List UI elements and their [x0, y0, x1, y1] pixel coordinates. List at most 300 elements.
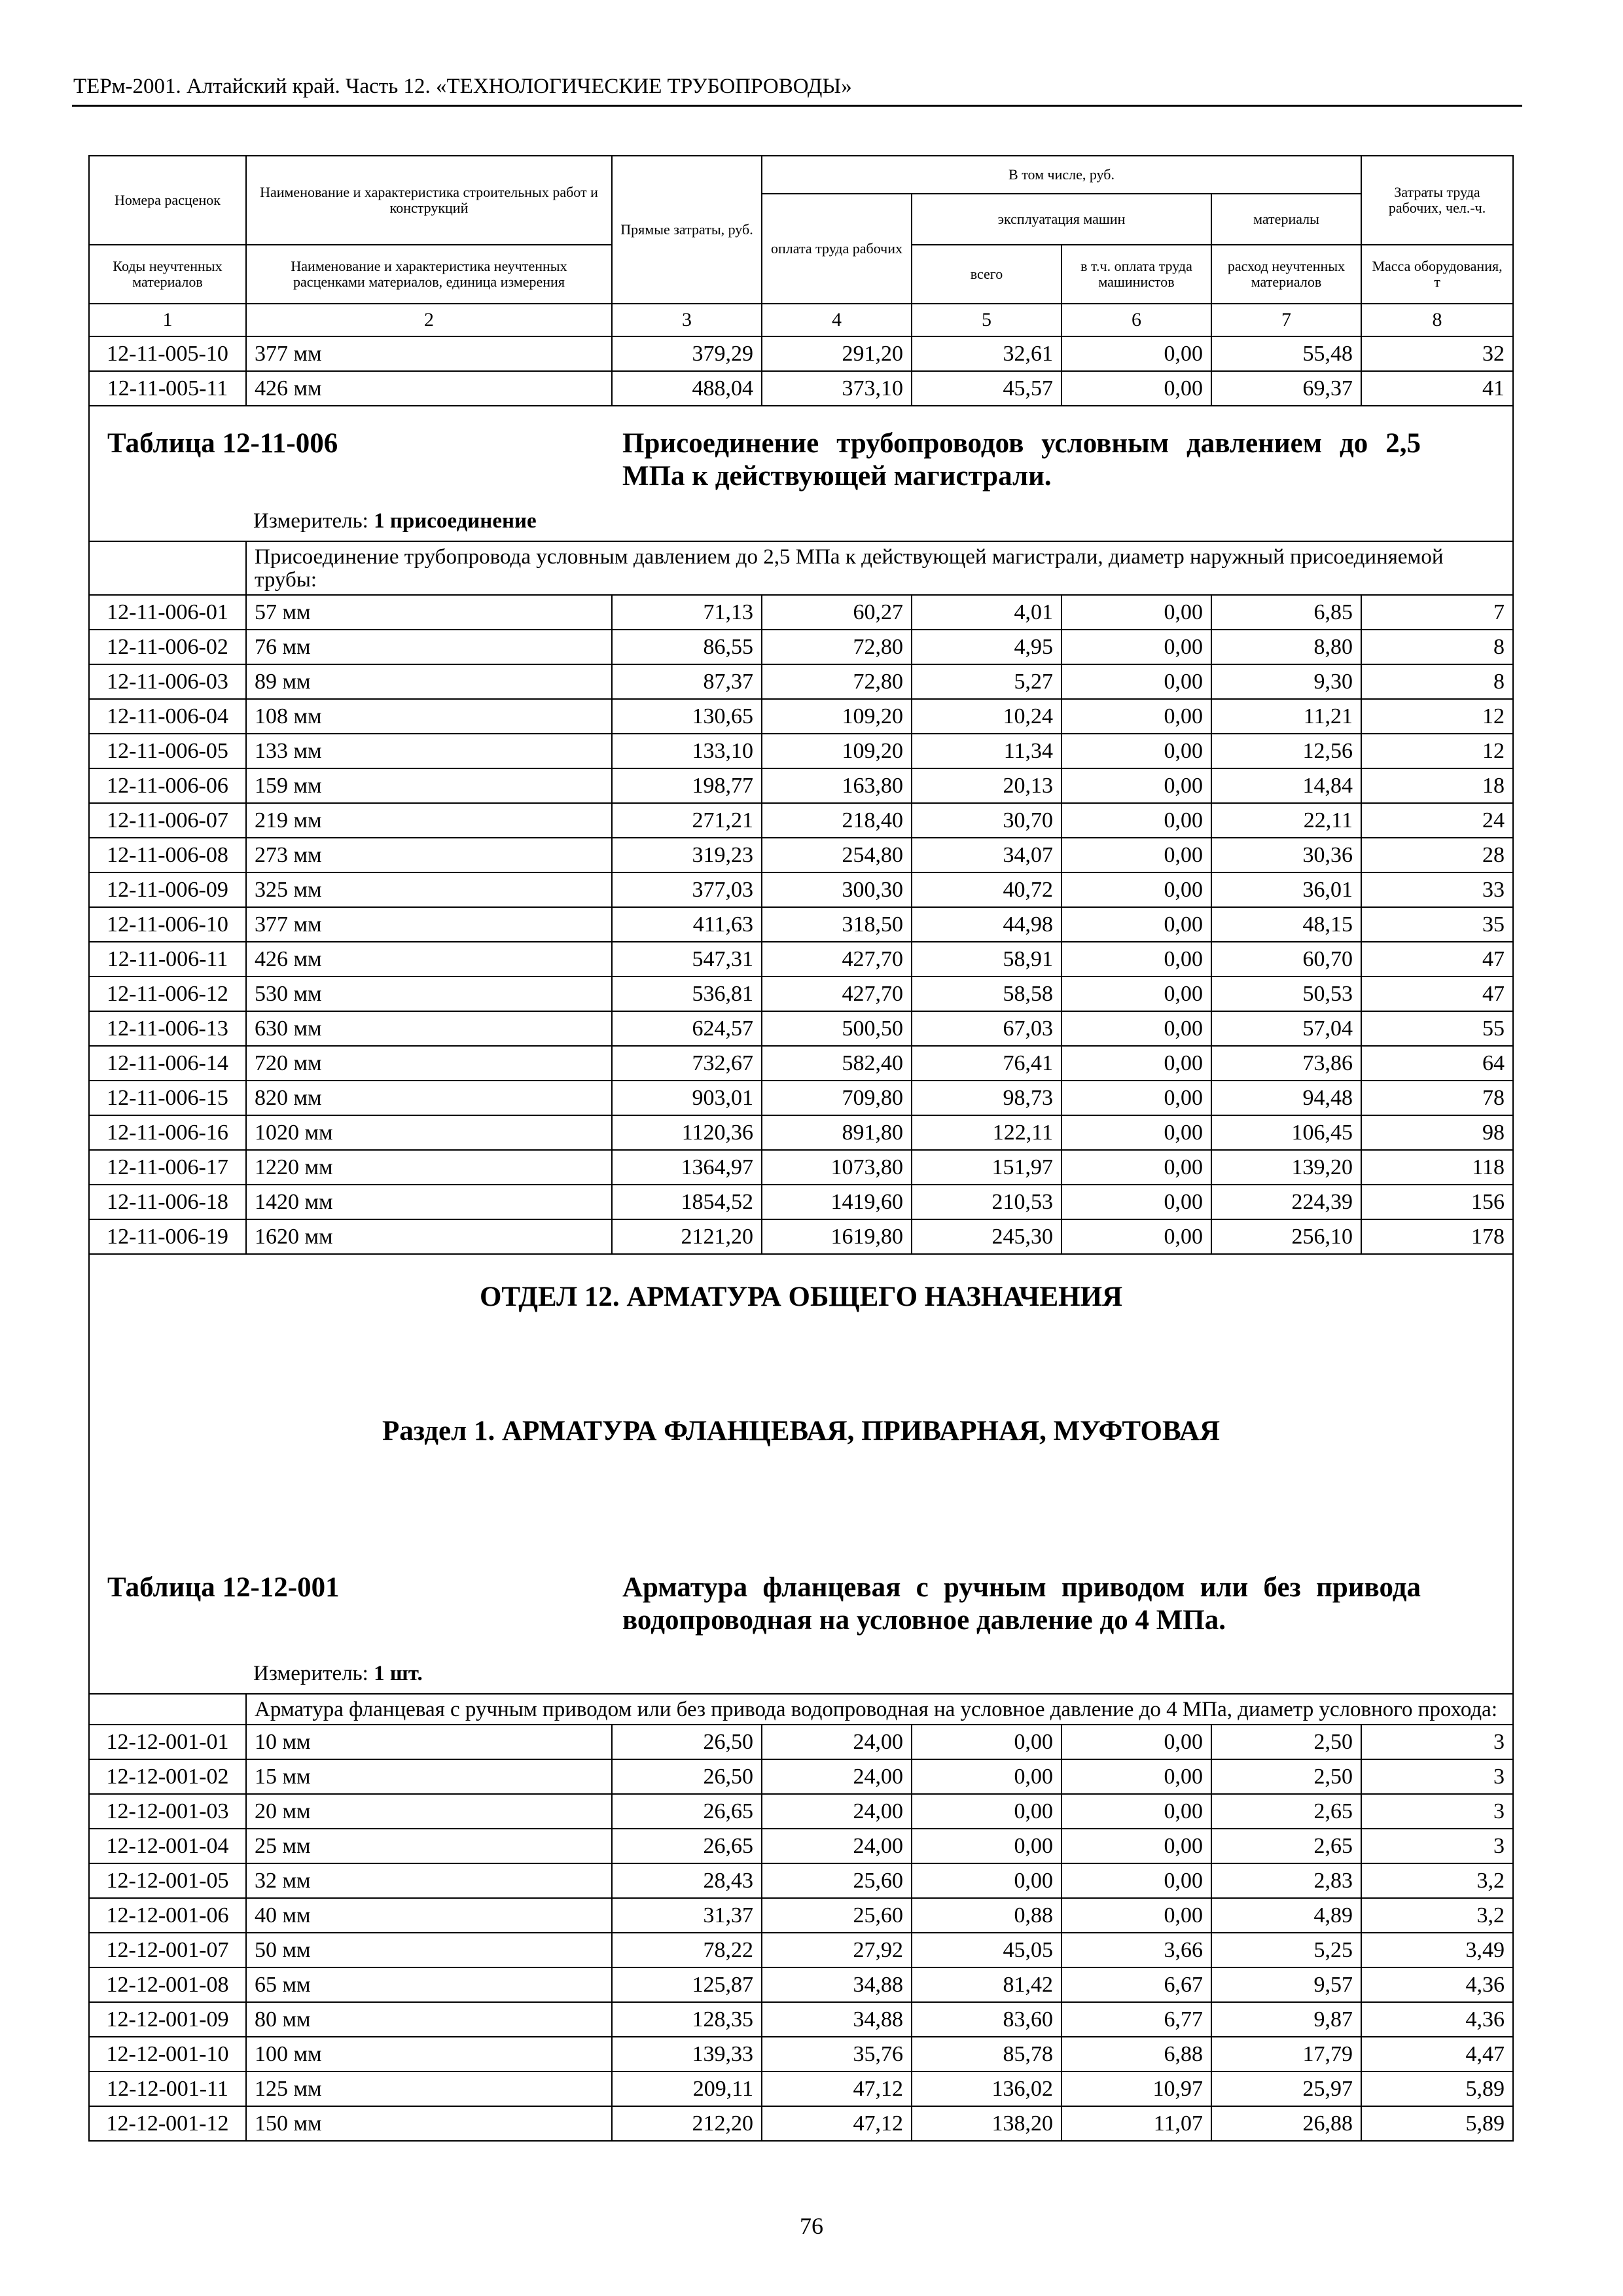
- machines-operators: 0,00: [1061, 630, 1211, 664]
- table-row: [89, 872, 1513, 907]
- direct-cost: 624,57: [612, 1011, 762, 1046]
- machines-total: 151,97: [912, 1150, 1061, 1185]
- rate-code: 12-11-006-02: [89, 630, 246, 664]
- table-001-description: Арматура фланцевая с ручным приводом или без привода водопроводная на условное давление до 4 МПа, диаметр условного прохода:: [246, 1694, 1513, 1725]
- table-row: [89, 734, 1513, 768]
- direct-cost: 78,22: [612, 1933, 762, 1967]
- rate-name: 89 мм: [246, 664, 612, 699]
- materials: 36,01: [1211, 872, 1361, 907]
- machines-total: 83,60: [912, 2002, 1061, 2037]
- labor-pay: 34,88: [762, 1967, 912, 2002]
- materials: 2,50: [1211, 1759, 1361, 1794]
- direct-cost: 26,50: [612, 1759, 762, 1794]
- table-row: [89, 1759, 1513, 1794]
- machines-total: 40,72: [912, 872, 1061, 907]
- machines-total: 10,24: [912, 699, 1061, 734]
- labor-pay: 109,20: [762, 699, 912, 734]
- machines-total: 136,02: [912, 2072, 1061, 2106]
- table-row: [89, 1219, 1513, 1254]
- direct-cost: 212,20: [612, 2106, 762, 2141]
- labor-pay: 60,27: [762, 595, 912, 630]
- labor-cost: 12: [1361, 734, 1513, 768]
- labor-cost: 41: [1361, 371, 1513, 406]
- rate-name: 10 мм: [246, 1725, 612, 1759]
- table-row: [89, 2002, 1513, 2037]
- rate-name: 20 мм: [246, 1794, 612, 1829]
- machines-total: 58,58: [912, 977, 1061, 1011]
- table-006-heading: [89, 406, 1513, 595]
- labor-cost: 3,2: [1361, 1898, 1513, 1933]
- labor-pay: 427,70: [762, 942, 912, 977]
- labor-cost: 4,47: [1361, 2037, 1513, 2072]
- rate-code: 12-11-006-15: [89, 1081, 246, 1115]
- direct-cost: 130,65: [612, 699, 762, 734]
- column-number: 5: [912, 304, 1061, 336]
- rate-name: 80 мм: [246, 2002, 612, 2037]
- materials: 22,11: [1211, 803, 1361, 838]
- direct-cost: 411,63: [612, 907, 762, 942]
- labor-cost: 32: [1361, 336, 1513, 371]
- table-row: [89, 664, 1513, 699]
- machines-operators: 0,00: [1061, 977, 1211, 1011]
- rate-code: 12-11-006-03: [89, 664, 246, 699]
- rate-code: 12-11-006-04: [89, 699, 246, 734]
- machines-operators: 0,00: [1061, 942, 1211, 977]
- machines-total: 45,57: [912, 371, 1061, 406]
- labor-pay: 254,80: [762, 838, 912, 872]
- column-number: 3: [612, 304, 762, 336]
- materials: 5,25: [1211, 1933, 1361, 1967]
- materials: 73,86: [1211, 1046, 1361, 1081]
- direct-cost: 139,33: [612, 2037, 762, 2072]
- machines-operators: 0,00: [1061, 872, 1211, 907]
- measure-label: Измеритель:: [253, 1662, 368, 1685]
- labor-pay: 109,20: [762, 734, 912, 768]
- materials: 69,37: [1211, 371, 1361, 406]
- machines-operators: 0,00: [1061, 336, 1211, 371]
- measure-value: 1 шт.: [374, 1662, 423, 1685]
- labor-cost: 98: [1361, 1115, 1513, 1150]
- rate-name: 50 мм: [246, 1933, 612, 1967]
- razdel-title: Раздел 1. АРМАТУРА ФЛАНЦЕВАЯ, ПРИВАРНАЯ, МУФТОВАЯ: [382, 1416, 1221, 1446]
- materials: 26,88: [1211, 2106, 1361, 2141]
- rate-code: 12-11-006-16: [89, 1115, 246, 1150]
- machines-operators: 0,00: [1061, 371, 1211, 406]
- table-row: [89, 942, 1513, 977]
- labor-pay-header: оплата труда рабочих: [762, 194, 912, 304]
- rate-code: 12-11-006-07: [89, 803, 246, 838]
- machines-total: 11,34: [912, 734, 1061, 768]
- direct-cost: 1854,52: [612, 1185, 762, 1219]
- machines-operators: 0,00: [1061, 768, 1211, 803]
- table-row: [89, 907, 1513, 942]
- machines-operators: 6,77: [1061, 2002, 1211, 2037]
- section-block: [89, 1254, 1513, 1694]
- machines-total: 122,11: [912, 1115, 1061, 1150]
- table-006-rows: [89, 595, 1513, 1254]
- machines-operators: 0,00: [1061, 1011, 1211, 1046]
- rate-name: 159 мм: [246, 768, 612, 803]
- labor-cost: 47: [1361, 977, 1513, 1011]
- machines-operators: 10,97: [1061, 2072, 1211, 2106]
- direct-cost: 2121,20: [612, 1219, 762, 1254]
- equipment-mass-header: Масса оборудования, т: [1361, 245, 1513, 304]
- materials: 9,30: [1211, 664, 1361, 699]
- labor-pay: 34,88: [762, 2002, 912, 2037]
- direct-cost: 26,50: [612, 1725, 762, 1759]
- direct-cost: 547,31: [612, 942, 762, 977]
- machines-operators: 0,00: [1061, 1219, 1211, 1254]
- rate-name: 1420 мм: [246, 1185, 612, 1219]
- machines-total: 81,42: [912, 1967, 1061, 2002]
- table-row: [89, 1185, 1513, 1219]
- materials: 139,20: [1211, 1150, 1361, 1185]
- machines-operators: 0,00: [1061, 734, 1211, 768]
- machines-total: 0,00: [912, 1759, 1061, 1794]
- materials: 14,84: [1211, 768, 1361, 803]
- col3-header: Прямые затраты, руб.: [612, 156, 762, 304]
- labor-pay: 35,76: [762, 2037, 912, 2072]
- labor-cost: 3: [1361, 1759, 1513, 1794]
- materials: 12,56: [1211, 734, 1361, 768]
- rate-name: 133 мм: [246, 734, 612, 768]
- machines-operators: 0,00: [1061, 664, 1211, 699]
- labor-cost: 47: [1361, 942, 1513, 977]
- rate-code: 12-11-006-06: [89, 768, 246, 803]
- column-number: 7: [1211, 304, 1361, 336]
- rate-name: 377 мм: [246, 907, 612, 942]
- rate-code: 12-12-001-06: [89, 1898, 246, 1933]
- rate-name: 100 мм: [246, 2037, 612, 2072]
- table-001-rows: [89, 1725, 1513, 2141]
- machines-operators: 0,00: [1061, 838, 1211, 872]
- machines-operators: 0,00: [1061, 1150, 1211, 1185]
- rate-code: 12-12-001-05: [89, 1863, 246, 1898]
- labor-cost: 3,49: [1361, 1933, 1513, 1967]
- table-header: [89, 156, 1513, 336]
- rate-code: 12-12-001-07: [89, 1933, 246, 1967]
- materials: 4,89: [1211, 1898, 1361, 1933]
- labor-pay: 373,10: [762, 371, 912, 406]
- rate-code: 12-12-001-10: [89, 2037, 246, 2072]
- section-heading: [89, 1254, 1513, 1725]
- direct-cost: 125,87: [612, 1967, 762, 2002]
- rate-code: 12-12-001-11: [89, 2072, 246, 2106]
- rate-name: 325 мм: [246, 872, 612, 907]
- column-number: 6: [1061, 304, 1211, 336]
- direct-cost: 87,37: [612, 664, 762, 699]
- table-001-title: Арматура фланцевая с ручным приводом или без привода водопроводная на условное давление до 4 МПа.: [622, 1572, 1421, 1636]
- machines-total: 245,30: [912, 1219, 1061, 1254]
- rate-code: 12-11-005-11: [89, 371, 246, 406]
- labor-pay: 300,30: [762, 872, 912, 907]
- header-rule: [72, 105, 1522, 107]
- machines-operators: 0,00: [1061, 1898, 1211, 1933]
- labor-pay: 25,60: [762, 1898, 912, 1933]
- rate-code: 12-11-006-05: [89, 734, 246, 768]
- labor-pay: 24,00: [762, 1829, 912, 1863]
- rate-name: 273 мм: [246, 838, 612, 872]
- table-row: [89, 1863, 1513, 1898]
- rate-name: 15 мм: [246, 1759, 612, 1794]
- table-006-title-block: [89, 406, 1513, 541]
- labor-cost: 178: [1361, 1219, 1513, 1254]
- table-row: [89, 977, 1513, 1011]
- col1-header-bottom: Коды неучтенных материалов: [89, 245, 246, 304]
- labor-cost: 3: [1361, 1829, 1513, 1863]
- machines-total: 138,20: [912, 2106, 1061, 2141]
- rate-code: 12-11-006-14: [89, 1046, 246, 1081]
- table-006-measure: [253, 508, 537, 534]
- table-006-title: Присоединение трубопроводов условным давлением до 2,5 МПа к действующей магистрали.: [622, 428, 1421, 492]
- labor-pay: 24,00: [762, 1725, 912, 1759]
- col2-header-top: Наименование и характеристика строительных работ и конструкций: [246, 156, 612, 245]
- direct-cost: 86,55: [612, 630, 762, 664]
- labor-cost: 28: [1361, 838, 1513, 872]
- table-row: [89, 1011, 1513, 1046]
- table-row: [89, 2106, 1513, 2141]
- materials: 2,65: [1211, 1794, 1361, 1829]
- rate-code: 12-11-006-12: [89, 977, 246, 1011]
- machines-operators: 0,00: [1061, 595, 1211, 630]
- labor-pay: 24,00: [762, 1759, 912, 1794]
- labor-pay: 1419,60: [762, 1185, 912, 1219]
- materials: 2,65: [1211, 1829, 1361, 1863]
- rate-name: 57 мм: [246, 595, 612, 630]
- machines-total: 0,00: [912, 1794, 1061, 1829]
- labor-cost: 8: [1361, 664, 1513, 699]
- labor-pay: 709,80: [762, 1081, 912, 1115]
- machines-total: 4,01: [912, 595, 1061, 630]
- materials-header: материалы: [1211, 194, 1361, 245]
- machines-total: 0,00: [912, 1829, 1061, 1863]
- machines-total: 45,05: [912, 1933, 1061, 1967]
- machines-operators-header: в т.ч. оплата труда машинистов: [1061, 245, 1211, 304]
- labor-pay: 72,80: [762, 630, 912, 664]
- labor-cost: 4,36: [1361, 1967, 1513, 2002]
- materials: 2,83: [1211, 1863, 1361, 1898]
- machines-total: 76,41: [912, 1046, 1061, 1081]
- rate-name: 1020 мм: [246, 1115, 612, 1150]
- machines-total: 210,53: [912, 1185, 1061, 1219]
- labor-cost: 3: [1361, 1725, 1513, 1759]
- materials: 50,53: [1211, 977, 1361, 1011]
- materials: 57,04: [1211, 1011, 1361, 1046]
- direct-cost: 198,77: [612, 768, 762, 803]
- table-row: [89, 1967, 1513, 2002]
- machines-operators: 0,00: [1061, 1794, 1211, 1829]
- machines-total: 0,00: [912, 1863, 1061, 1898]
- materials: 2,50: [1211, 1725, 1361, 1759]
- machines-operators: 0,00: [1061, 1863, 1211, 1898]
- materials: 60,70: [1211, 942, 1361, 977]
- machines-total: 34,07: [912, 838, 1061, 872]
- labor-pay: 582,40: [762, 1046, 912, 1081]
- rate-name: 25 мм: [246, 1829, 612, 1863]
- labor-cost: 7: [1361, 595, 1513, 630]
- rows-top: [89, 336, 1513, 406]
- machines-total-header: всего: [912, 245, 1061, 304]
- rate-code: 12-11-006-13: [89, 1011, 246, 1046]
- direct-cost: 488,04: [612, 371, 762, 406]
- column-number: 1: [89, 304, 246, 336]
- labor-pay: 218,40: [762, 803, 912, 838]
- table-row: [89, 768, 1513, 803]
- machines-total: 58,91: [912, 942, 1061, 977]
- rate-code: 12-11-006-18: [89, 1185, 246, 1219]
- labor-pay: 24,00: [762, 1794, 912, 1829]
- labor-cost: 55: [1361, 1011, 1513, 1046]
- otdel-title: ОТДЕЛ 12. АРМАТУРА ОБЩЕГО НАЗНАЧЕНИЯ: [479, 1282, 1123, 1312]
- machines-total: 98,73: [912, 1081, 1061, 1115]
- labor-pay: 47,12: [762, 2072, 912, 2106]
- labor-pay: 1619,80: [762, 1219, 912, 1254]
- machines-operators: 0,00: [1061, 699, 1211, 734]
- materials: 6,85: [1211, 595, 1361, 630]
- machines-total: 20,13: [912, 768, 1061, 803]
- table-row: [89, 1725, 1513, 1759]
- rate-name: 40 мм: [246, 1898, 612, 1933]
- table-row: [89, 371, 1513, 406]
- materials: 17,79: [1211, 2037, 1361, 2072]
- rate-name: 1220 мм: [246, 1150, 612, 1185]
- machines-operators: 3,66: [1061, 1933, 1211, 1967]
- rate-code: 12-11-006-01: [89, 595, 246, 630]
- machines-operators: 0,00: [1061, 1081, 1211, 1115]
- machines-header: эксплуатация машин: [912, 194, 1211, 245]
- materials: 11,21: [1211, 699, 1361, 734]
- labor-pay: 163,80: [762, 768, 912, 803]
- rate-name: 1620 мм: [246, 1219, 612, 1254]
- page-number: 76: [800, 2213, 823, 2239]
- labor-cost: 5,89: [1361, 2072, 1513, 2106]
- table-row: [89, 1829, 1513, 1863]
- machines-total: 4,95: [912, 630, 1061, 664]
- table-001-number: Таблица 12-12-001: [107, 1572, 340, 1603]
- materials: 9,57: [1211, 1967, 1361, 2002]
- machines-operators: 6,88: [1061, 2037, 1211, 2072]
- labor-cost: 78: [1361, 1081, 1513, 1115]
- labor-pay: 1073,80: [762, 1150, 912, 1185]
- labor-cost: 5,89: [1361, 2106, 1513, 2141]
- direct-cost: 31,37: [612, 1898, 762, 1933]
- rate-name: 630 мм: [246, 1011, 612, 1046]
- column-number: 2: [246, 304, 612, 336]
- direct-cost: 128,35: [612, 2002, 762, 2037]
- col2-header-bottom: Наименование и характеристика неучтенных расценками материалов, единица измерения: [246, 245, 612, 304]
- table-row: [89, 838, 1513, 872]
- labor-pay: 25,60: [762, 1863, 912, 1898]
- rate-name: 150 мм: [246, 2106, 612, 2141]
- rate-code: 12-11-006-17: [89, 1150, 246, 1185]
- table-row: [89, 1115, 1513, 1150]
- labor-cost: 64: [1361, 1046, 1513, 1081]
- materials: 256,10: [1211, 1219, 1361, 1254]
- direct-cost: 536,81: [612, 977, 762, 1011]
- labor-pay: 891,80: [762, 1115, 912, 1150]
- rate-code: 12-12-001-03: [89, 1794, 246, 1829]
- machines-total: 5,27: [912, 664, 1061, 699]
- rate-code: 12-12-001-01: [89, 1725, 246, 1759]
- materials: 8,80: [1211, 630, 1361, 664]
- machines-operators: 0,00: [1061, 1725, 1211, 1759]
- rate-code: 12-12-001-02: [89, 1759, 246, 1794]
- rate-code: 12-11-006-10: [89, 907, 246, 942]
- table-row: [89, 1081, 1513, 1115]
- measure-label: Измеритель:: [253, 509, 368, 533]
- rate-code: 12-12-001-09: [89, 2002, 246, 2037]
- rate-name: 426 мм: [246, 371, 612, 406]
- direct-cost: 319,23: [612, 838, 762, 872]
- materials: 48,15: [1211, 907, 1361, 942]
- materials: 55,48: [1211, 336, 1361, 371]
- direct-cost: 1364,97: [612, 1150, 762, 1185]
- labor-cost: 33: [1361, 872, 1513, 907]
- labor-pay: 47,12: [762, 2106, 912, 2141]
- labor-cost: 4,36: [1361, 2002, 1513, 2037]
- table-row: [89, 1794, 1513, 1829]
- rate-name: 426 мм: [246, 942, 612, 977]
- rate-code: 12-11-006-19: [89, 1219, 246, 1254]
- rate-code: 12-11-006-09: [89, 872, 246, 907]
- column-number: 4: [762, 304, 912, 336]
- page-header: ТЕРм-2001. Алтайский край. Часть 12. «ТЕХНОЛОГИЧЕСКИЕ ТРУБОПРОВОДЫ»: [73, 75, 852, 98]
- table-row: [89, 1150, 1513, 1185]
- including-header: В том числе, руб.: [762, 156, 1361, 194]
- rate-code: 12-12-001-12: [89, 2106, 246, 2141]
- direct-cost: 26,65: [612, 1794, 762, 1829]
- labor-pay: 318,50: [762, 907, 912, 942]
- direct-cost: 732,67: [612, 1046, 762, 1081]
- rate-name: 65 мм: [246, 1967, 612, 2002]
- rate-name: 108 мм: [246, 699, 612, 734]
- direct-cost: 271,21: [612, 803, 762, 838]
- machines-operators: 0,00: [1061, 1185, 1211, 1219]
- machines-total: 67,03: [912, 1011, 1061, 1046]
- materials: 30,36: [1211, 838, 1361, 872]
- machines-operators: 0,00: [1061, 1046, 1211, 1081]
- rate-name: 125 мм: [246, 2072, 612, 2106]
- machines-operators: 0,00: [1061, 1115, 1211, 1150]
- machines-operators: 0,00: [1061, 907, 1211, 942]
- col1-header-top: Номера расценок: [89, 156, 246, 245]
- rate-name: 720 мм: [246, 1046, 612, 1081]
- labor-cost: 35: [1361, 907, 1513, 942]
- measure-value: 1 присоединение: [374, 509, 537, 533]
- direct-cost: 71,13: [612, 595, 762, 630]
- table-row: [89, 336, 1513, 371]
- labor-cost: 118: [1361, 1150, 1513, 1185]
- table-row: [89, 1898, 1513, 1933]
- machines-operators: 0,00: [1061, 1759, 1211, 1794]
- table-row: [89, 2037, 1513, 2072]
- machines-operators: 11,07: [1061, 2106, 1211, 2141]
- table-row: [89, 1933, 1513, 1967]
- direct-cost: 377,03: [612, 872, 762, 907]
- rate-name: 32 мм: [246, 1863, 612, 1898]
- column-number-row: [89, 304, 1513, 336]
- machines-operators: 0,00: [1061, 1829, 1211, 1863]
- direct-cost: 28,43: [612, 1863, 762, 1898]
- labor-pay: 27,92: [762, 1933, 912, 1967]
- machines-total: 32,61: [912, 336, 1061, 371]
- table-001-measure: [253, 1660, 423, 1687]
- column-number: 8: [1361, 304, 1513, 336]
- rate-code: 12-11-005-10: [89, 336, 246, 371]
- labor-cost: 24: [1361, 803, 1513, 838]
- direct-cost: 1120,36: [612, 1115, 762, 1150]
- materials-unaccounted-header: расход неучтенных материалов: [1211, 245, 1361, 304]
